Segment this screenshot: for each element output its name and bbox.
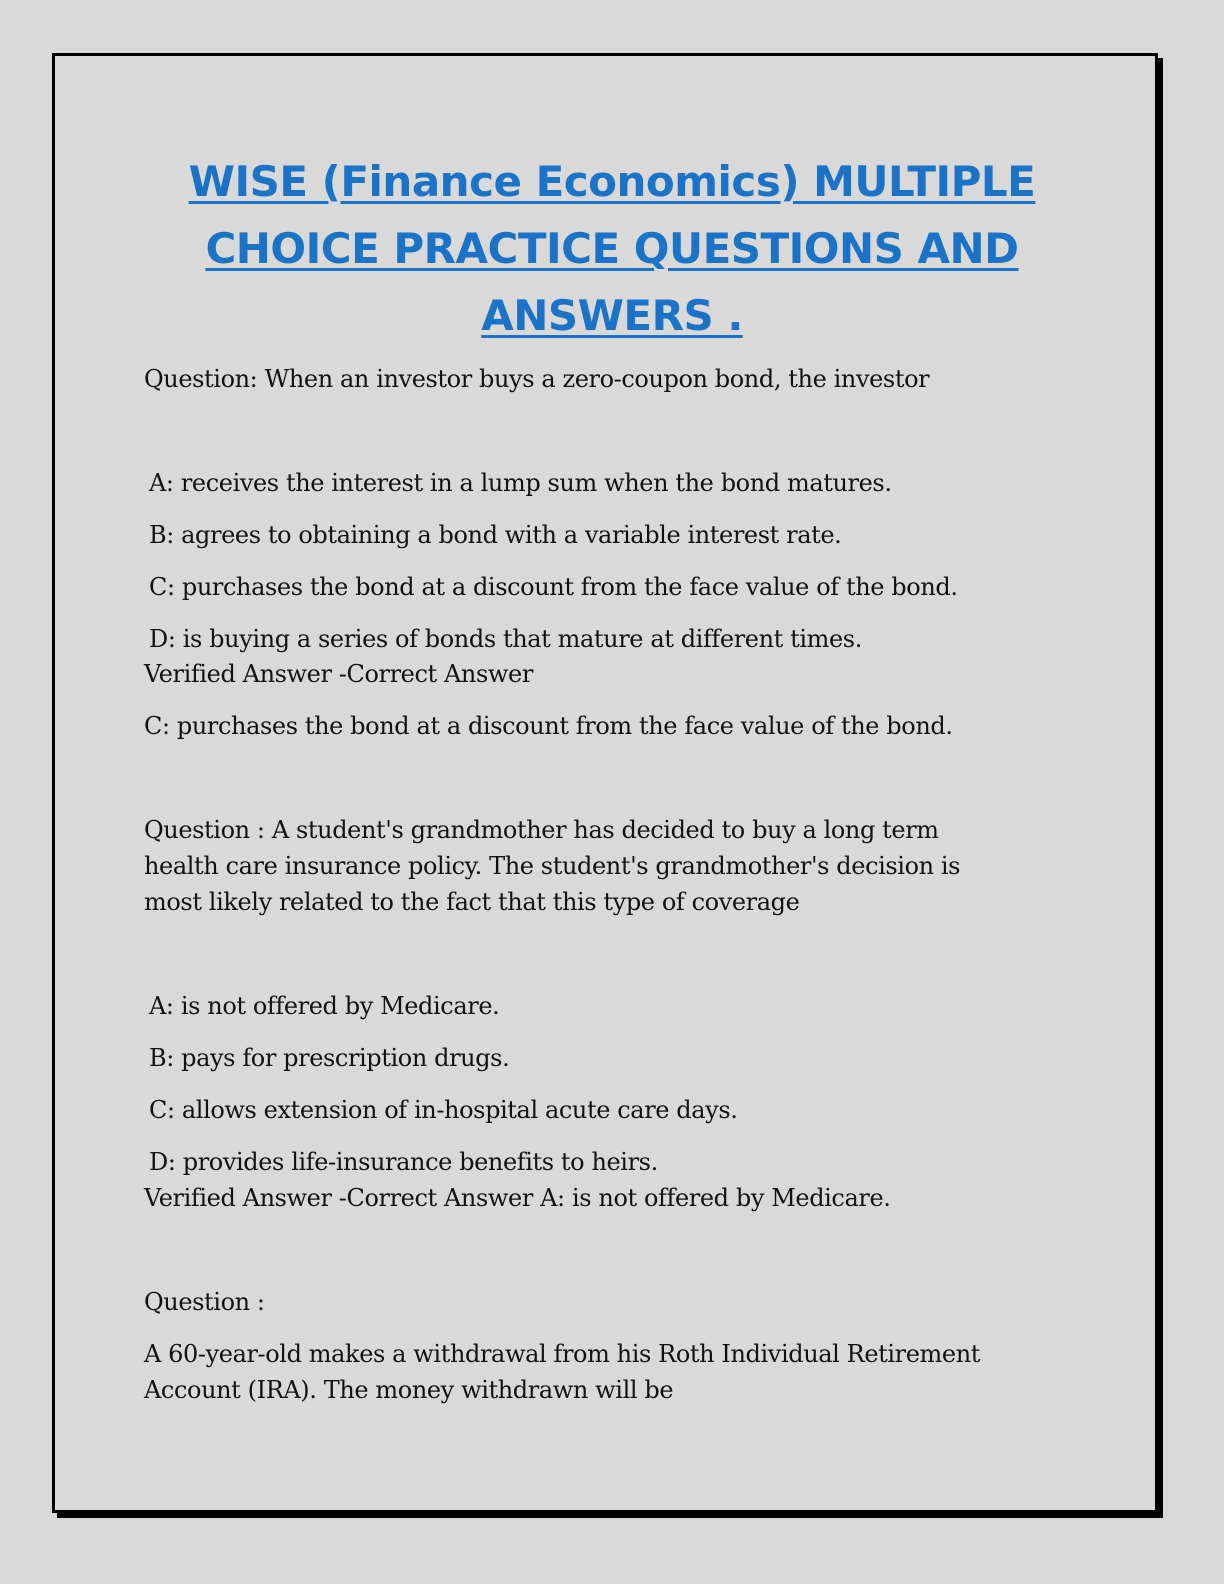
question-1-option-a: A: receives the interest in a lump sum when the bond matures. (149, 469, 892, 497)
question-2-text-line-2: health care insurance policy. The student's grandmother's decision is (144, 852, 961, 880)
question-2-answer: Verified Answer -Correct Answer A: is not offered by Medicare. (144, 1184, 891, 1212)
question-3-text-line-2: Account (IRA). The money withdrawn will be (144, 1376, 674, 1404)
question-2-option-b: B: pays for prescription drugs. (149, 1044, 510, 1072)
question-1-option-d: D: is buying a series of bonds that mature at different times. (149, 625, 862, 653)
question-1-option-b: B: agrees to obtaining a bond with a variable interest rate. (149, 521, 842, 549)
question-1-option-c: C: purchases the bond at a discount from the face value of the bond. (149, 573, 958, 601)
question-2-option-a: A: is not offered by Medicare. (149, 992, 500, 1020)
question-2-option-c: C: allows extension of in-hospital acute care days. (149, 1096, 738, 1124)
question-1-answer-label: Verified Answer -Correct Answer (144, 660, 533, 688)
question-2-text-line-1: Question : A student's grandmother has decided to buy a long term (144, 816, 939, 844)
question-1-answer: C: purchases the bond at a discount from the face value of the bond. (144, 712, 953, 740)
document-title: WISE (Finance Economics) MULTIPLE CHOICE PRACTICE QUESTIONS AND ANSWERS . (188, 157, 1036, 340)
question-3-text-line-1: A 60-year-old makes a withdrawal from his Roth Individual Retirement (144, 1340, 980, 1368)
question-3-label: Question : (144, 1288, 265, 1316)
question-2-option-d: D: provides life-insurance benefits to heirs. (149, 1148, 658, 1176)
question-1-text: Question: When an investor buys a zero-coupon bond, the investor (144, 365, 930, 393)
question-2-text-line-3: most likely related to the fact that this type of coverage (144, 888, 800, 916)
